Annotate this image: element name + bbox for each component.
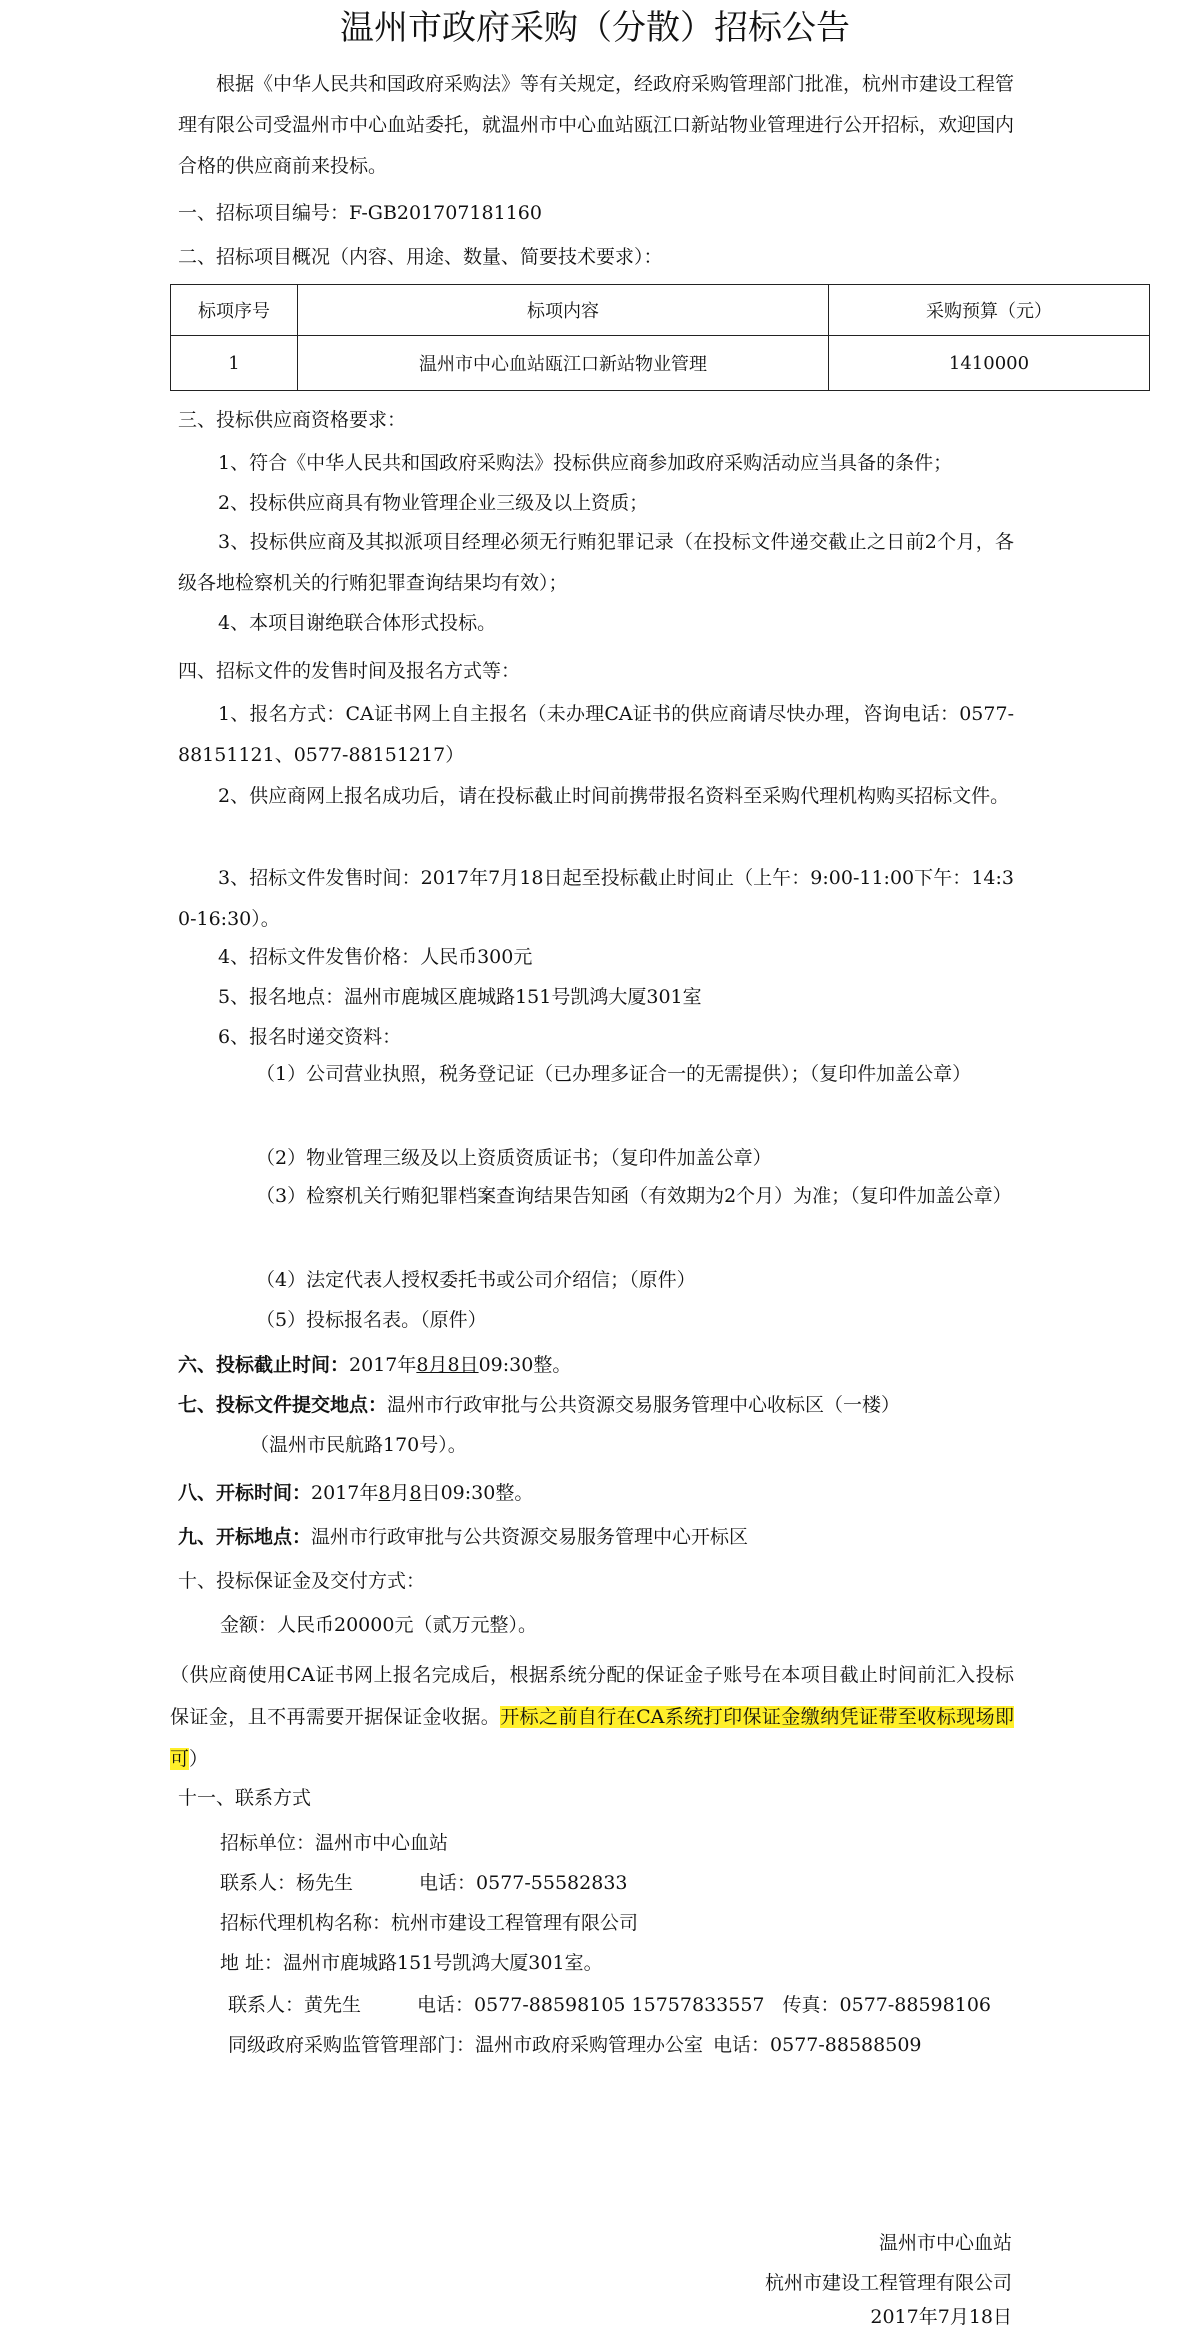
table-header-cell: 标项内容 bbox=[298, 285, 829, 336]
contact-line bbox=[220, 1870, 628, 1896]
material-item: （4）法定代表人授权委托书或公司介绍信；（原件） bbox=[256, 1269, 696, 1291]
submission-address: （温州市民航路170号）。 bbox=[250, 1434, 467, 1456]
signature-org-1: 温州市中心血站 bbox=[878, 2232, 1012, 2254]
section-1-heading: 一、招标项目编号： bbox=[178, 202, 350, 224]
sale-item: 5、报名地点：温州市鹿城区鹿城路151号凯鸿大厦301室 bbox=[218, 986, 702, 1008]
contact-line bbox=[228, 2032, 922, 2058]
material-item: （2）物业管理三级及以上资质资质证书；（复印件加盖公章） bbox=[256, 1147, 772, 1169]
contact-line: 地 址：温州市鹿城路151号凯鸿大厦301室。 bbox=[220, 1952, 603, 1974]
contact-line: 招标代理机构名称：杭州市建设工程管理有限公司 bbox=[220, 1912, 639, 1934]
deposit-note-close: ） bbox=[189, 1748, 209, 1770]
opening-time: 日09:30整。 bbox=[421, 1482, 534, 1504]
opening-year: 2017年 bbox=[311, 1482, 379, 1504]
section-1 bbox=[178, 200, 542, 226]
sale-item: 2、供应商网上报名成功后，请在投标截止时间前携带报名资料至采购代理机构购买招标文件。 bbox=[218, 785, 1010, 807]
section-2-heading: 二、招标项目概况（内容、用途、数量、简要技术要求）： bbox=[178, 246, 663, 268]
signature-date: 2017年7月18日 bbox=[870, 2306, 1012, 2328]
table-header-cell: 采购预算（元） bbox=[829, 285, 1150, 336]
qualification-item: 2、投标供应商具有物业管理企业三级及以上资质； bbox=[218, 492, 649, 514]
deposit-highlight: 开标之前自行在CA系统打印保证金缴纳凭证带至收标现场即可 bbox=[170, 1706, 1014, 1770]
section-7-heading: 七、投标文件提交地点： bbox=[178, 1394, 388, 1416]
qualification-item: 1、符合《中华人民共和国政府采购法》投标供应商参加政府采购活动应当具备的条件； bbox=[218, 452, 953, 474]
opening-day: 8 bbox=[409, 1482, 422, 1504]
agent-contact-person: 联系人：黄先生 bbox=[228, 1994, 362, 2016]
section-9-heading: 九、开标地点： bbox=[178, 1526, 312, 1548]
signature-org-2: 杭州市建设工程管理有限公司 bbox=[764, 2272, 1012, 2294]
material-item: （1）公司营业执照，税务登记证（已办理多证合一的无需提供）；（复印件加盖公章） bbox=[256, 1063, 972, 1085]
opening-month-label: 月 bbox=[390, 1482, 410, 1504]
supervisor-dept: 同级政府采购监管管理部门：温州市政府采购管理办公室 bbox=[228, 2034, 704, 2056]
table-cell: 1410000 bbox=[829, 336, 1150, 391]
sale-item: 3、招标文件发售时间：2017年7月18日起至投标截止时间止（上午：9:00-11:00下午：14:30-16:30）。 bbox=[178, 867, 1014, 930]
deposit-note bbox=[170, 1654, 1014, 1780]
qualification-item: 4、本项目谢绝联合体形式投标。 bbox=[218, 612, 497, 634]
bid-table bbox=[170, 284, 1150, 391]
section-6-heading: 六、投标截止时间： bbox=[178, 1354, 350, 1376]
opening-month: 8 bbox=[378, 1482, 391, 1504]
table-row bbox=[171, 336, 1150, 391]
section-8 bbox=[178, 1480, 533, 1506]
section-4-heading: 四、招标文件的发售时间及报名方式等： bbox=[178, 660, 521, 682]
contact-phone: 电话：0577-55582833 bbox=[419, 1872, 628, 1894]
opening-location: 温州市行政审批与公共资源交易服务管理中心开标区 bbox=[311, 1526, 749, 1548]
section-3-heading: 三、投标供应商资格要求： bbox=[178, 409, 407, 431]
agent-contact-fax: 传真：0577-88598106 bbox=[782, 1994, 991, 2016]
section-11-heading: 十一、联系方式 bbox=[178, 1787, 312, 1809]
section-7 bbox=[178, 1392, 900, 1418]
section-9 bbox=[178, 1524, 748, 1550]
material-item: （5）投标报名表。（原件） bbox=[256, 1309, 487, 1331]
agent-contact-phone: 电话：0577-88598105 15757833557 bbox=[417, 1994, 765, 2016]
table-cell: 1 bbox=[171, 336, 298, 391]
deposit-note-text: （供应商使用CA证书网上报名完成后，根据系统分配的保证金子账号在本项目截止时间前汇入投标保证金，且不再需要开据保证金收据。 bbox=[170, 1664, 1014, 1728]
qualification-item: 3、投标供应商及其拟派项目经理必须无行贿犯罪记录（在投标文件递交截止之日前2个月，各级各地检察机关的行贿犯罪查询结果均有效）； bbox=[178, 531, 1014, 594]
section-10-heading: 十、投标保证金及交付方式： bbox=[178, 1570, 426, 1592]
material-item: （3）检察机关行贿犯罪档案查询结果告知函（有效期为2个月）为准；（复印件加盖公章） bbox=[256, 1185, 1012, 1207]
contact-person: 联系人：杨先生 bbox=[220, 1872, 354, 1894]
intro-paragraph: 根据《中华人民共和国政府采购法》等有关规定，经政府采购管理部门批准，杭州市建设工程管理有限公司受温州市中心血站委托，就温州市中心血站瓯江口新站物业管理进行公开招标，欢迎国内合格的供应商前来投标。 bbox=[178, 73, 1015, 177]
deposit-amount: 金额：人民币20000元（贰万元整）。 bbox=[220, 1614, 537, 1636]
deadline-year: 2017年 bbox=[349, 1354, 417, 1376]
sale-item: 4、招标文件发售价格：人民币300元 bbox=[218, 946, 533, 968]
contact-line: 招标单位：温州市中心血站 bbox=[220, 1832, 449, 1854]
submission-location: 温州市行政审批与公共资源交易服务管理中心收标区（一楼） bbox=[387, 1394, 901, 1416]
deadline-date: 8月8日 bbox=[416, 1354, 479, 1376]
table-header-row bbox=[171, 285, 1150, 336]
section-8-heading: 八、开标时间： bbox=[178, 1482, 312, 1504]
page-title: 温州市政府采购（分散）招标公告 bbox=[340, 8, 850, 48]
table-cell: 温州市中心血站瓯江口新站物业管理 bbox=[298, 336, 829, 391]
project-number: F-GB201707181160 bbox=[349, 202, 542, 224]
deadline-time: 09:30整。 bbox=[478, 1354, 572, 1376]
contact-line bbox=[228, 1992, 991, 2018]
sale-item: 6、报名时递交资料： bbox=[218, 1026, 402, 1048]
section-6 bbox=[178, 1352, 571, 1378]
table-header-cell: 标项序号 bbox=[171, 285, 298, 336]
supervisor-phone: 电话：0577-88588509 bbox=[713, 2034, 922, 2056]
sale-item: 1、报名方式：CA证书网上自主报名（未办理CA证书的供应商请尽快办理，咨询电话：0577-88151121、0577-88151217） bbox=[178, 703, 1014, 766]
